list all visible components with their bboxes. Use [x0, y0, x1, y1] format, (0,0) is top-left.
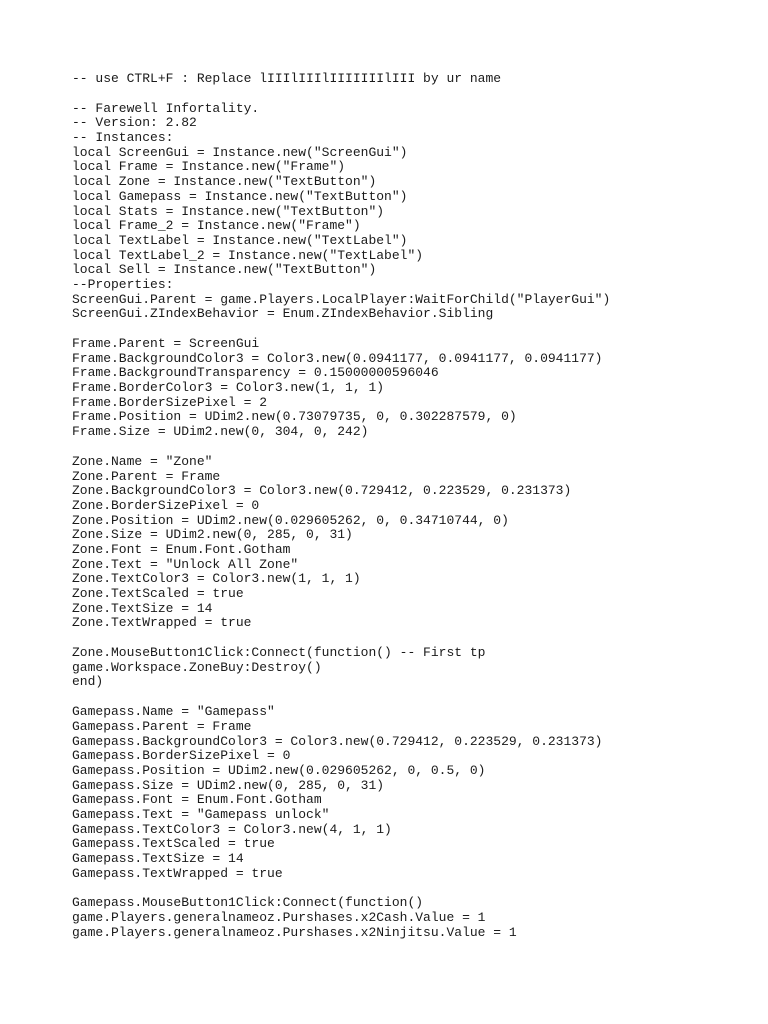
code-line: local Frame = Instance.new("Frame") [72, 159, 346, 175]
code-line: Zone.TextWrapped = true [72, 615, 252, 631]
code-line: Zone.Name = "Zone" [72, 453, 213, 469]
code-line: Frame.Position = UDim2.new(0.73079735, 0, 0.302287579, 0) [72, 409, 517, 425]
code-line: Gamepass.Position = UDim2.new(0.029605262, 0, 0.5, 0) [72, 762, 486, 778]
code-paragraph [72, 455, 752, 631]
code-line: Frame.BackgroundTransparency = 0.15000000596046 [72, 365, 439, 381]
code-line: Zone.Parent = Frame [72, 468, 221, 484]
code-line: --Properties: [72, 276, 174, 292]
code-line: Gamepass.BorderSizePixel = 0 [72, 748, 291, 764]
code-paragraph [72, 896, 752, 940]
code-line: Gamepass.BackgroundColor3 = Color3.new(0.729412, 0.223529, 0.231373) [72, 733, 603, 749]
code-line: Frame.BorderSizePixel = 2 [72, 394, 268, 410]
code-line: Gamepass.TextSize = 14 [72, 851, 244, 866]
code-line: Zone.TextScaled = true [72, 586, 244, 601]
code-line: local Sell = Instance.new("TextButton") [72, 262, 377, 278]
code-line: Gamepass.Parent = Frame [72, 718, 252, 734]
code-line: Zone.MouseButton1Click:Connect(function() -- First tp [72, 645, 486, 661]
code-line: Zone.Font = Enum.Font.Gotham [72, 541, 291, 557]
code-line: Gamepass.Name = "Gamepass" [72, 704, 275, 720]
code-line: local Gamepass = Instance.new("TextButton") [72, 188, 408, 204]
code-line: Gamepass.TextScaled = true [72, 836, 275, 852]
code-line: Frame.BackgroundColor3 = Color3.new(0.0941177, 0.0941177, 0.0941177) [72, 350, 603, 366]
code-line: -- Farewell Infortality. [72, 100, 260, 116]
code-line: Zone.BackgroundColor3 = Color3.new(0.729412, 0.223529, 0.231373) [72, 483, 572, 499]
code-line: Zone.Size = UDim2.new(0, 285, 0, 31) [72, 527, 353, 543]
code-line: Frame.Size = UDim2.new(0, 304, 0, 242) [72, 424, 369, 440]
document-page [72, 72, 752, 955]
code-line: -- Instances: [72, 130, 174, 146]
code-line: game.Players.generalnameoz.Purshases.x2Ninjitsu.Value = 1 [72, 924, 517, 940]
code-line: Zone.TextSize = 14 [72, 600, 213, 616]
code-line: game.Players.generalnameoz.Purshases.x2Cash.Value = 1 [72, 910, 486, 926]
code-line: Gamepass.Size = UDim2.new(0, 285, 0, 31) [72, 777, 385, 793]
code-line: Gamepass.TextWrapped = true [72, 865, 283, 881]
code-paragraph [72, 646, 752, 690]
code-paragraph [72, 705, 752, 881]
code-paragraph [72, 72, 752, 87]
code-line: local Zone = Instance.new("TextButton") [72, 174, 377, 190]
code-line: ScreenGui.Parent = game.Players.LocalPlayer:WaitForChild("PlayerGui") [72, 291, 611, 307]
code-line: local TextLabel = Instance.new("TextLabel") [72, 232, 408, 248]
code-line: Gamepass.Font = Enum.Font.Gotham [72, 792, 322, 808]
code-line: end) [72, 674, 104, 690]
code-line: Zone.Text = "Unlock All Zone" [72, 556, 299, 572]
code-line: Zone.TextColor3 = Color3.new(1, 1, 1) [72, 571, 361, 587]
code-paragraph [72, 337, 752, 440]
code-line: Zone.BorderSizePixel = 0 [72, 497, 260, 513]
code-line: local TextLabel_2 = Instance.new("TextLabel") [72, 247, 424, 263]
code-line: local Stats = Instance.new("TextButton") [72, 203, 385, 219]
code-line: Gamepass.TextColor3 = Color3.new(4, 1, 1) [72, 821, 392, 837]
code-line: -- use CTRL+F : Replace lIIIlIIIlIIIIIIIlIII by ur name [72, 71, 502, 86]
code-line: local Frame_2 = Instance.new("Frame") [72, 218, 361, 234]
code-line: Frame.Parent = ScreenGui [72, 336, 260, 351]
code-line: -- Version: 2.82 [72, 115, 197, 131]
code-paragraph [72, 102, 752, 322]
code-line: Gamepass.Text = "Gamepass unlock" [72, 806, 330, 822]
code-line: Gamepass.MouseButton1Click:Connect(function() [72, 895, 424, 911]
code-line: game.Workspace.ZoneBuy:Destroy() [72, 659, 322, 675]
code-line: Zone.Position = UDim2.new(0.029605262, 0, 0.34710744, 0) [72, 512, 509, 528]
code-line: ScreenGui.ZIndexBehavior = Enum.ZIndexBehavior.Sibling [72, 306, 494, 322]
code-line: local ScreenGui = Instance.new("ScreenGui") [72, 144, 408, 160]
code-line: Frame.BorderColor3 = Color3.new(1, 1, 1) [72, 380, 385, 396]
